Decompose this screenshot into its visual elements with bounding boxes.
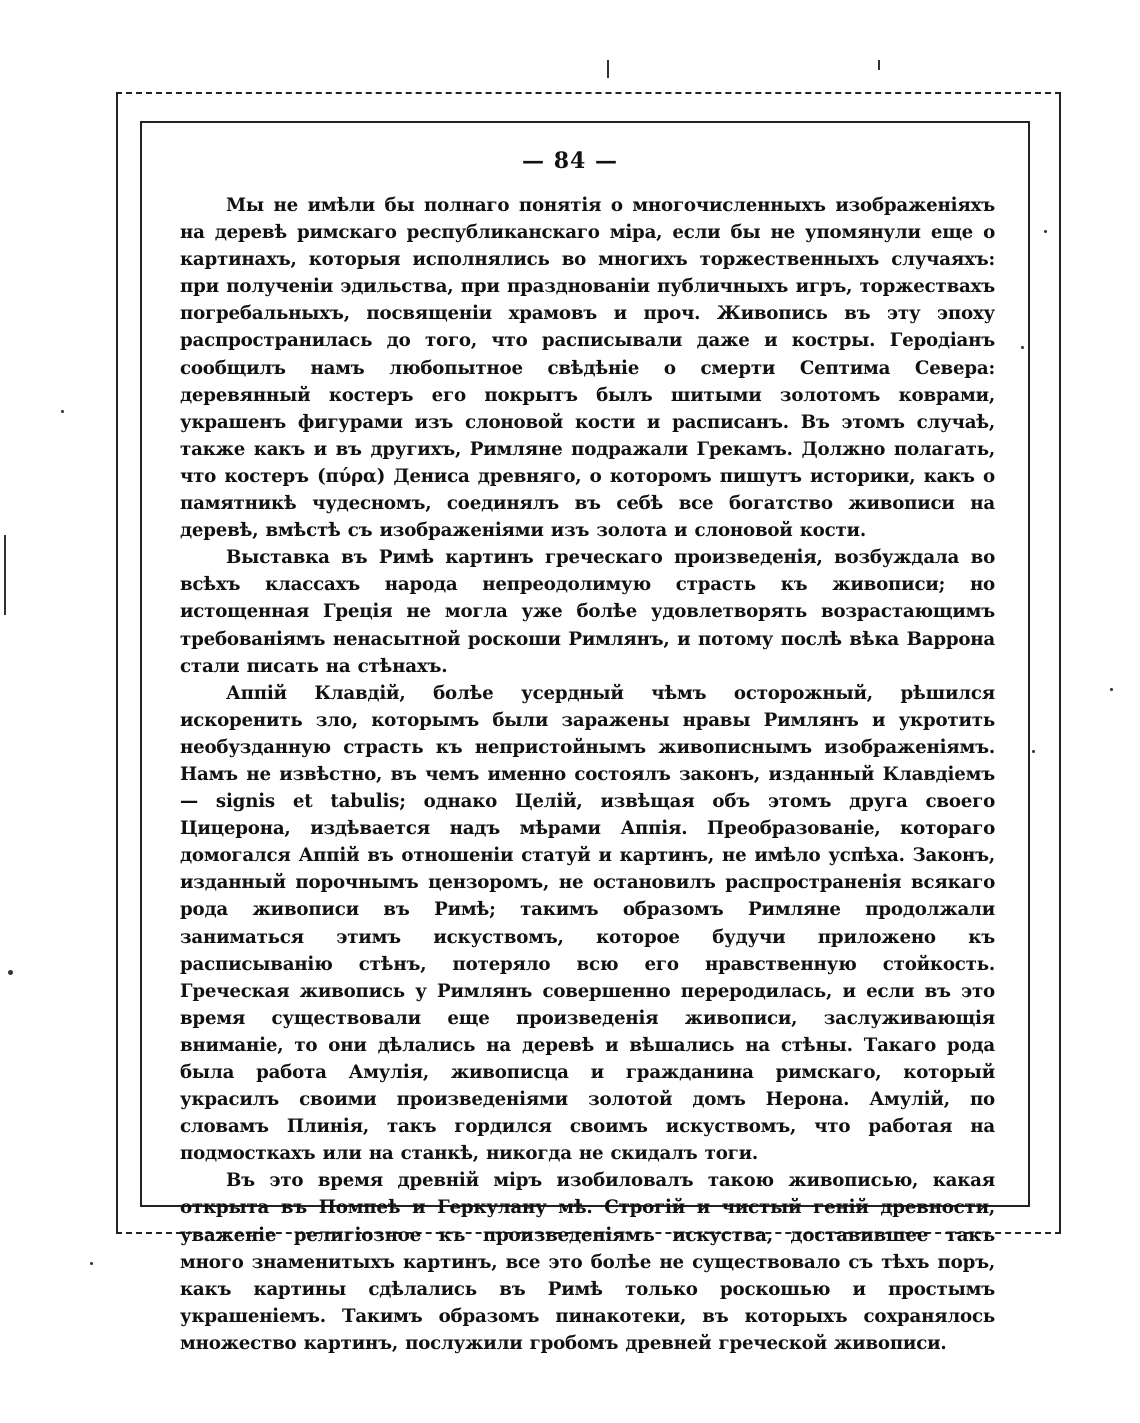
scan-speck [1032, 750, 1035, 753]
scan-speck [1044, 230, 1047, 233]
paragraph-1: Мы не имѣли бы полнаго понятія о многочисленныхъ изображеніяхъ на деревѣ римскаго республиканскаго міра, если бы не упомянули еще о картинахъ, которыя исполнялись во многихъ торжественныхъ случаяхъ: при полученіи эдильства, при празднованіи публичныхъ игръ, торжествахъ погребальныхъ, посвященіи храмовъ и проч. Живопись въ эту эпоху распространилась до того, что расписывали даже и костры. Геродіанъ сообщилъ намъ любопытное свѣдѣніе о смерти Септима Севера: деревянный костеръ его покрытъ былъ шитыми золотомъ коврами, украшенъ фигурами изъ слоновой кости и расписанъ. Въ этомъ случаѣ, также какъ и въ другихъ, Римляне подражали Грекамъ. Должно полагать, что костеръ (πύρα) Дениса древняго, о которомъ пишутъ историки, какъ о памятникѣ чудесномъ, соединялъ въ себѣ все богатство живописи на деревѣ, вмѣстѣ съ изображеніями изъ золота и слоновой кости. [180, 195, 995, 542]
scan-speck [90, 1262, 93, 1265]
scan-speck [1110, 688, 1113, 691]
scan-speck [1021, 346, 1024, 349]
scan-edge-mark [607, 60, 609, 78]
scan-edge-mark [4, 535, 6, 615]
paragraph-4: Въ это время древній міръ изобиловалъ такою живописью, какая открыта въ Помпеѣ и Геркулану мѣ. Строгій и чистый геній древности, уваженіе религіозное къ произведеніямъ искуства, доставившее такъ много знаменитыхъ картинъ, все это болѣе не существовало съ тѣхъ поръ, какъ картины сдѣлались въ Римѣ только роскошью и простымъ украшеніемъ. Такимъ образомъ пинакотеки, въ которыхъ сохранялось множество картинъ, послужили гробомъ древней греческой живописи. [180, 1170, 995, 1354]
paragraph-3: Аппій Клавдій, болѣе усердный чѣмъ осторожный, рѣшился искоренить зло, которымъ были заражены нравы Римлянъ и укротить необузданную страсть къ непристойнымъ живописнымъ изображеніямъ. Намъ не извѣстно, въ чемъ именно состоялъ законъ, изданный Клавдіемъ — signis et tabulis; однако Целій, извѣщая объ этомъ друга своего Цицерона, издѣвается надъ мѣрами Аппія. Преобразованіе, котораго домогался Аппій въ отношеніи статуй и картинъ, не имѣло успѣха. Законъ, изданный порочнымъ цензоромъ, не остановилъ распространенія всякаго рода живописи въ Римѣ; такимъ образомъ Римляне продолжали заниматься этимъ искуствомъ, которое будучи приложено къ расписыванію стѣнъ, потеряло всю его нравственную стойкость. Греческая живопись у Римлянъ совершенно переродилась, и если въ это время существовали еще произведенія живописи, заслуживающія вниманіе, то они дѣлались на деревѣ и вѣшались на стѣны. Такаго рода была работа Амулія, живописца и гражданина римскаго, который украсилъ своими произведеніями золотой домъ Нерона. Амулій, по словамъ Плинія, такъ гордился своимъ искуствомъ, что работая на подмосткахъ или на станкѣ, никогда не скидалъ тоги. [180, 682, 995, 1165]
page-number: — 84 — [522, 148, 618, 174]
scan-edge-mark [878, 60, 880, 70]
scan-speck [8, 970, 13, 975]
body-text [180, 192, 995, 1357]
paragraph-2: Выставка въ Римѣ картинъ греческаго произведенія, возбуждала во всѣхъ классахъ народа непреодолимую страсть къ живописи; но истощенная Греція не могла уже болѣе удовлетворять возрастающимъ требованіямъ ненасытной роскоши Римлянъ, и потому послѣ вѣка Варрона стали писать на стѣнахъ. [180, 547, 995, 677]
scan-speck [61, 410, 64, 413]
